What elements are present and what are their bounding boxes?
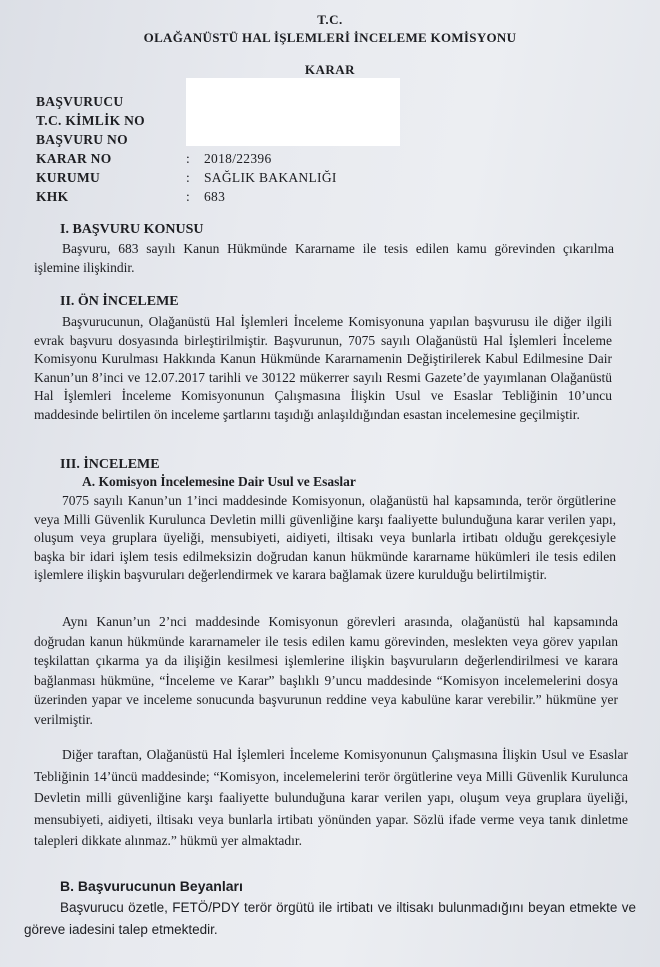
meta-label: KARAR NO bbox=[36, 151, 112, 166]
section-title: B. Başvurucunun Beyanları bbox=[60, 878, 243, 894]
meta-value: SAĞLIK BAKANLIĞI bbox=[204, 170, 337, 185]
meta-value: 683 bbox=[204, 189, 226, 204]
meta-row-khk bbox=[36, 187, 456, 206]
redaction-box bbox=[186, 78, 400, 146]
section-title: II. ÖN İNCELEME bbox=[60, 294, 179, 309]
header-commission: OLAĞANÜSTÜ HAL İŞLEMLERİ İNCELEME KOMİSYONU bbox=[143, 30, 517, 45]
section-paragraph: Başvuru, 683 sayılı Kanun Hükmünde Kararname ile tesis edilen kamu görevinden çıkarılma işlemine ilişkindir. bbox=[34, 241, 614, 275]
meta-colon: : bbox=[186, 170, 190, 185]
section-paragraph: Başvurucunun, Olağanüstü Hal İşlemleri İnceleme Komisyonuna yapılan başvurusu ile diğer ilgili evrak başvuru dosyasında birleştirilmiştir. Başvurunun, 7075 sayılı Olağanüstü Hal İşlemleri İnceleme Komisyonu Kurulması Hakkında Kanun Hükmünde Kararnamenin Değiştirilerek Kabul Edilmesine Dair Kanun’un 8’inci ve 12.07.2017 tarihli ve 30122 mükerrer sayılı Resmi Gazete’de yayımlanan Olağanüstü Hal İşlemleri İnceleme Komisyonunun Çalışmasına İlişkin Usul ve Esaslar Tebliğinin 10’uncu maddesinde belirtilen ön inceleme şartlarını taşıdığı anlaşıldığından esastan incelemesine geçilmiştir. bbox=[34, 314, 612, 422]
section-subtitle: A. Komisyon İncelemesine Dair Usul ve Esaslar bbox=[82, 474, 356, 489]
section-paragraph: Aynı Kanun’un 2’nci maddesinde Komisyonun görevleri arasında, olağanüstü hal kapsamında doğrudan kanun hükmünde kararnameler ile tesis edilen kamu görevinden, meslekten veya görev yapılan teşkilattan çıkarma ya da ilişiğin kesilmesi işlemlerine ilişkin başvuruların değerlendirilmesi ve karara bağlanması hükmüne, “İnceleme ve Karar” başlıklı 9’uncu maddesinde “Komisyon incelemelerini dosya üzerinden yapar ve inceleme sonucunda başvurunun reddine veya kabulüne karar verebilir.” hükmüne yer verilmiştir. bbox=[34, 614, 618, 727]
section-paragraph: Diğer taraftan, Olağanüstü Hal İşlemleri İnceleme Komisyonunun Çalışmasına İlişkin Usul ve Esaslar Tebliğinin 14’üncü maddesinde; “Komisyon, incelemelerini terör örgütlerine veya Milli Güvenlik Kurulunca Devletin milli güvenliğine karşı faaliyette bulunduğuna karar verilen yapı, oluşum veya gruplara üyeliği, mensubiyeti, aidiyeti, iltisakı veya bunlarla irtibatı yönünden yapar. Sözlü ifade verme veya tanık dinletme talepleri dikkate alınmaz.” hükmü yer almaktadır. bbox=[34, 747, 628, 848]
header-karar: KARAR bbox=[304, 62, 356, 77]
section-title: III. İNCELEME bbox=[60, 457, 160, 472]
meta-colon: : bbox=[186, 189, 190, 204]
meta-label: BAŞVURU NO bbox=[36, 132, 128, 147]
meta-label: KHK bbox=[36, 189, 69, 204]
meta-label: BAŞVURUCU bbox=[36, 94, 124, 109]
meta-row-decision-no bbox=[36, 149, 456, 168]
section-paragraph: Başvurucu özetle, FETÖ/PDY terör örgütü ile irtibatı ve iltisakı bulunmadığını beyan etmekte ve göreve iadesini talep etmektedir. bbox=[24, 900, 636, 937]
meta-colon: : bbox=[186, 151, 190, 166]
meta-value: 2018/22396 bbox=[204, 151, 272, 166]
meta-label: T.C. KİMLİK NO bbox=[36, 113, 145, 128]
meta-row-institution bbox=[36, 168, 456, 187]
meta-label: KURUMU bbox=[36, 170, 101, 185]
section-paragraph: 7075 sayılı Kanun’un 1’inci maddesinde Komisyonun, olağanüstü hal kapsamında, terör örgütlerine veya Milli Güvenlik Kurulunca Devletin milli güvenliğine karşı faaliyette bulunduğuna karar verilen yapı, oluşum veya gruplara üyeliği, mensubiyeti, aidiyeti, iltisakı veya bunlarla irtibatı olduğu gerekçesiyle başka bir idari işlem tesis edilmeksizin doğrudan kanun hükmünde kararname hükümleri ile tesis edilen işlemlere ilişkin başvuruları değerlendirmek ve karara bağlamak üzere kurulduğu belirtilmiştir. bbox=[34, 493, 616, 583]
header-tc: T.C. bbox=[317, 12, 343, 27]
section-title: I. BAŞVURU KONUSU bbox=[60, 222, 204, 237]
